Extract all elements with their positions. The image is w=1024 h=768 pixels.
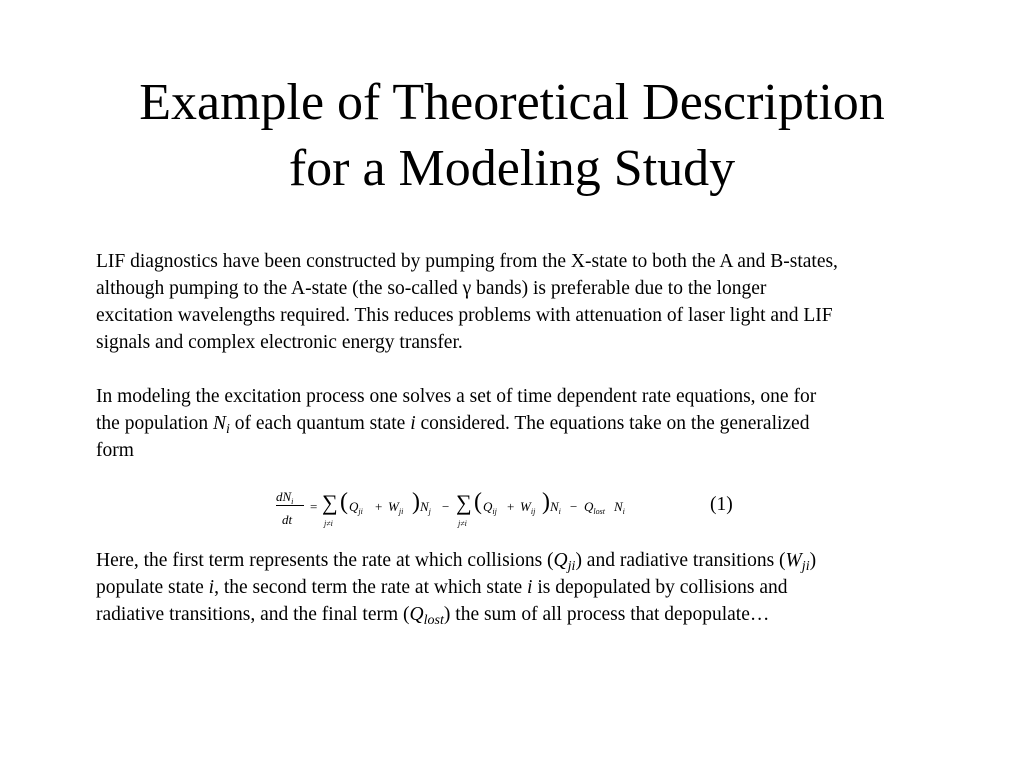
- text-line: In modeling the excitation process one solves a set of time dependent rate equations, one for: [96, 386, 817, 407]
- title-line-1: Example of Theoretical Description: [139, 74, 885, 131]
- variable-i: i: [410, 413, 416, 434]
- text-line: populate state i, the second term the rate at which state i is depopulated by collisions and: [96, 577, 788, 598]
- subscript-ji: ji: [801, 558, 810, 575]
- text-line: although pumping to the A-state (the so-called γ bands) is preferable due to the longer: [96, 278, 767, 299]
- subscript-i: i: [226, 421, 230, 438]
- paragraph-explanation: [96, 547, 976, 628]
- text-line: radiative transitions, and the final term $(Q_{lost})$ the sum of all process that depopulate…: [96, 604, 770, 629]
- sum-limit-2: j≠i: [458, 519, 467, 528]
- n-i-term: $N_i$: [550, 499, 561, 516]
- variable-n: N: [212, 413, 226, 434]
- open-paren-2: (: [474, 489, 482, 515]
- fraction-denominator: dt: [282, 512, 293, 527]
- equals-sign: =: [310, 499, 318, 514]
- paragraph-lif-diagnostics: [96, 248, 976, 356]
- minus-sign-2: −: [570, 499, 578, 514]
- title-line-2: for a Modeling Study: [288, 140, 736, 197]
- q-ij-term: $Q_{ij}$: [483, 499, 497, 516]
- rate-equation: [274, 486, 634, 536]
- open-paren-1: (: [340, 489, 348, 515]
- close-paren-2: ): [542, 489, 550, 515]
- sum-symbol-1: ∑: [322, 490, 338, 515]
- sum-limit-1: j≠i: [324, 519, 333, 528]
- sum-symbol-2: ∑: [456, 490, 472, 515]
- text-line: excitation wavelengths required. This reduces problems with attenuation of laser light and LIF: [96, 305, 833, 326]
- subscript-ji: ji: [567, 558, 576, 575]
- q-lost-term: $Q_{lost}$: [584, 499, 605, 516]
- text-segment: the population: [96, 413, 213, 434]
- text-line: signals and complex electronic energy transfer.: [96, 332, 463, 353]
- variable-i: i: [208, 577, 215, 598]
- w-ji-term: $W_{ji}$: [388, 499, 404, 516]
- text-line: [96, 410, 976, 437]
- equation-number: (1): [710, 494, 733, 515]
- text-line: Here, the first term represents the rate at which collisions $(Q_{ji})$ and radiative transitions $(W_{ji})$: [96, 550, 817, 575]
- slide-title: [0, 70, 1024, 202]
- fraction-numerator: $dN_i$: [276, 489, 294, 506]
- q-ji-term: $Q_{ji}$: [349, 499, 363, 516]
- text-line: LIF diagnostics have been constructed by pumping from the X-state to both the A and B-states,: [96, 251, 838, 272]
- variable-q: Q: [409, 604, 424, 625]
- text-segment: of each quantum state: [229, 413, 411, 434]
- text-line: form: [96, 440, 134, 461]
- minus-sign-1: −: [442, 499, 450, 514]
- variable-q: Q: [553, 550, 568, 571]
- n-i-final-term: $N_i$: [614, 499, 625, 516]
- variable-w: W: [785, 550, 802, 571]
- plus-sign-1: +: [375, 499, 383, 514]
- paragraph-modeling: [96, 383, 976, 464]
- close-paren-1: ): [412, 489, 420, 515]
- subscript-lost: lost: [423, 612, 444, 629]
- text-segment: considered. The equations take on the generalized: [415, 413, 810, 434]
- variable-i: i: [527, 577, 533, 598]
- fraction-bar: [276, 505, 304, 506]
- w-ij-term: $W_{ij}$: [520, 499, 536, 516]
- n-j-term: $N_j$: [420, 499, 431, 516]
- plus-sign-2: +: [507, 499, 515, 514]
